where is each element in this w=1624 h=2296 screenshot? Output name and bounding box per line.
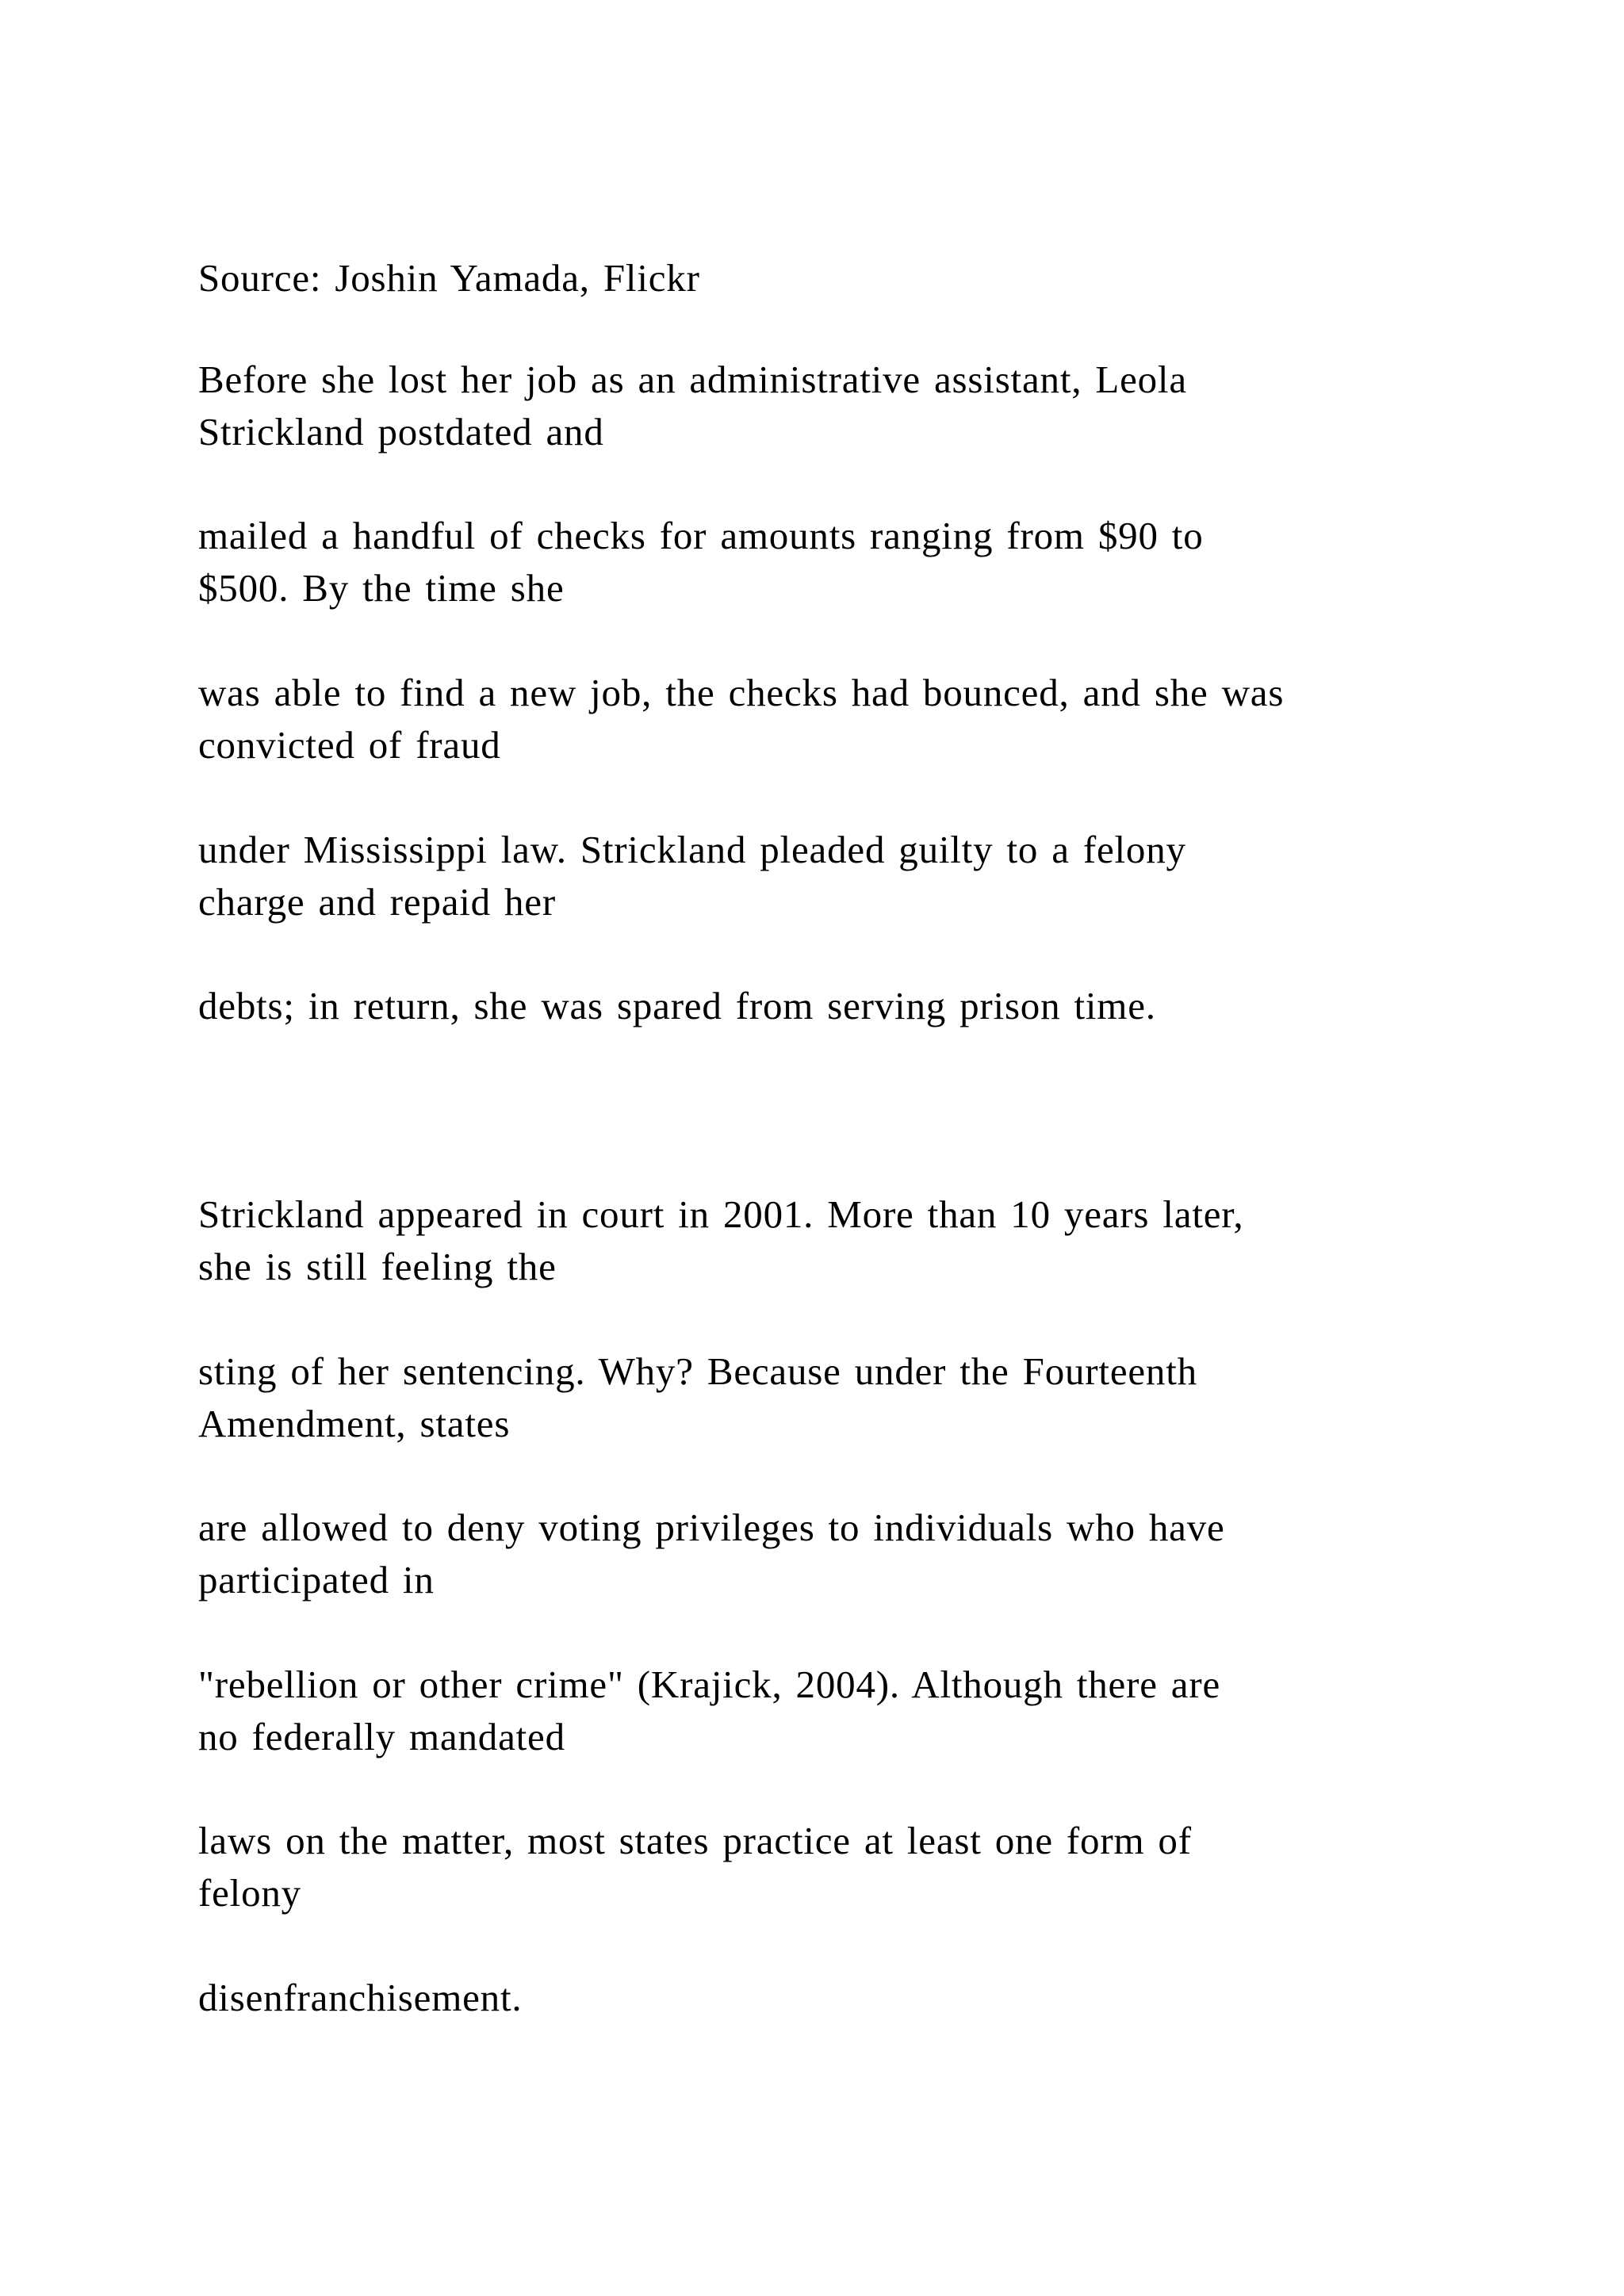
paragraph bbox=[198, 510, 1499, 614]
text-line: no federally mandated bbox=[198, 1715, 565, 1758]
text-line: Strickland postdated and bbox=[198, 410, 604, 453]
paragraph bbox=[198, 1815, 1499, 1919]
paragraph bbox=[198, 667, 1499, 771]
text-line: felony bbox=[198, 1871, 301, 1915]
paragraph bbox=[198, 1502, 1499, 1606]
paragraph bbox=[198, 824, 1499, 928]
paragraph bbox=[198, 1188, 1499, 1293]
text-line: sting of her sentencing. Why? Because under the Fourteenth bbox=[198, 1349, 1197, 1393]
text-line: are allowed to deny voting privileges to individuals who have bbox=[198, 1506, 1225, 1549]
paragraph-source-credit bbox=[198, 252, 1499, 304]
text-line: $500. By the time she bbox=[198, 566, 565, 610]
text-line: charge and repaid her bbox=[198, 880, 556, 924]
text-line: laws on the matter, most states practice at least one form of bbox=[198, 1819, 1192, 1862]
text-line: disenfranchisement. bbox=[198, 1976, 523, 2019]
text-line: convicted of fraud bbox=[198, 723, 501, 767]
text-line: Strickland appeared in court in 2001. More than 10 years later, bbox=[198, 1192, 1244, 1236]
text-line: "rebellion or other crime" (Krajick, 2004). Although there are bbox=[198, 1663, 1221, 1706]
paragraph bbox=[198, 1659, 1499, 1763]
paragraph bbox=[198, 1972, 1499, 2024]
paragraph bbox=[198, 1345, 1499, 1450]
text-line: Amendment, states bbox=[198, 1402, 511, 1445]
text-line: debts; in return, she was spared from serving prison time. bbox=[198, 984, 1156, 1027]
paragraph bbox=[198, 354, 1499, 458]
text-line: under Mississippi law. Strickland pleaded guilty to a felony bbox=[198, 828, 1186, 871]
text-line: was able to find a new job, the checks had bounced, and she was bbox=[198, 671, 1285, 714]
text-line: she is still feeling the bbox=[198, 1245, 557, 1288]
paragraph bbox=[198, 980, 1499, 1032]
text-line: mailed a handful of checks for amounts ranging from $90 to bbox=[198, 514, 1204, 557]
text-line: Source: Joshin Yamada, Flickr bbox=[198, 256, 700, 300]
text-line: participated in bbox=[198, 1558, 435, 1601]
text-line: Before she lost her job as an administrative assistant, Leola bbox=[198, 358, 1187, 401]
